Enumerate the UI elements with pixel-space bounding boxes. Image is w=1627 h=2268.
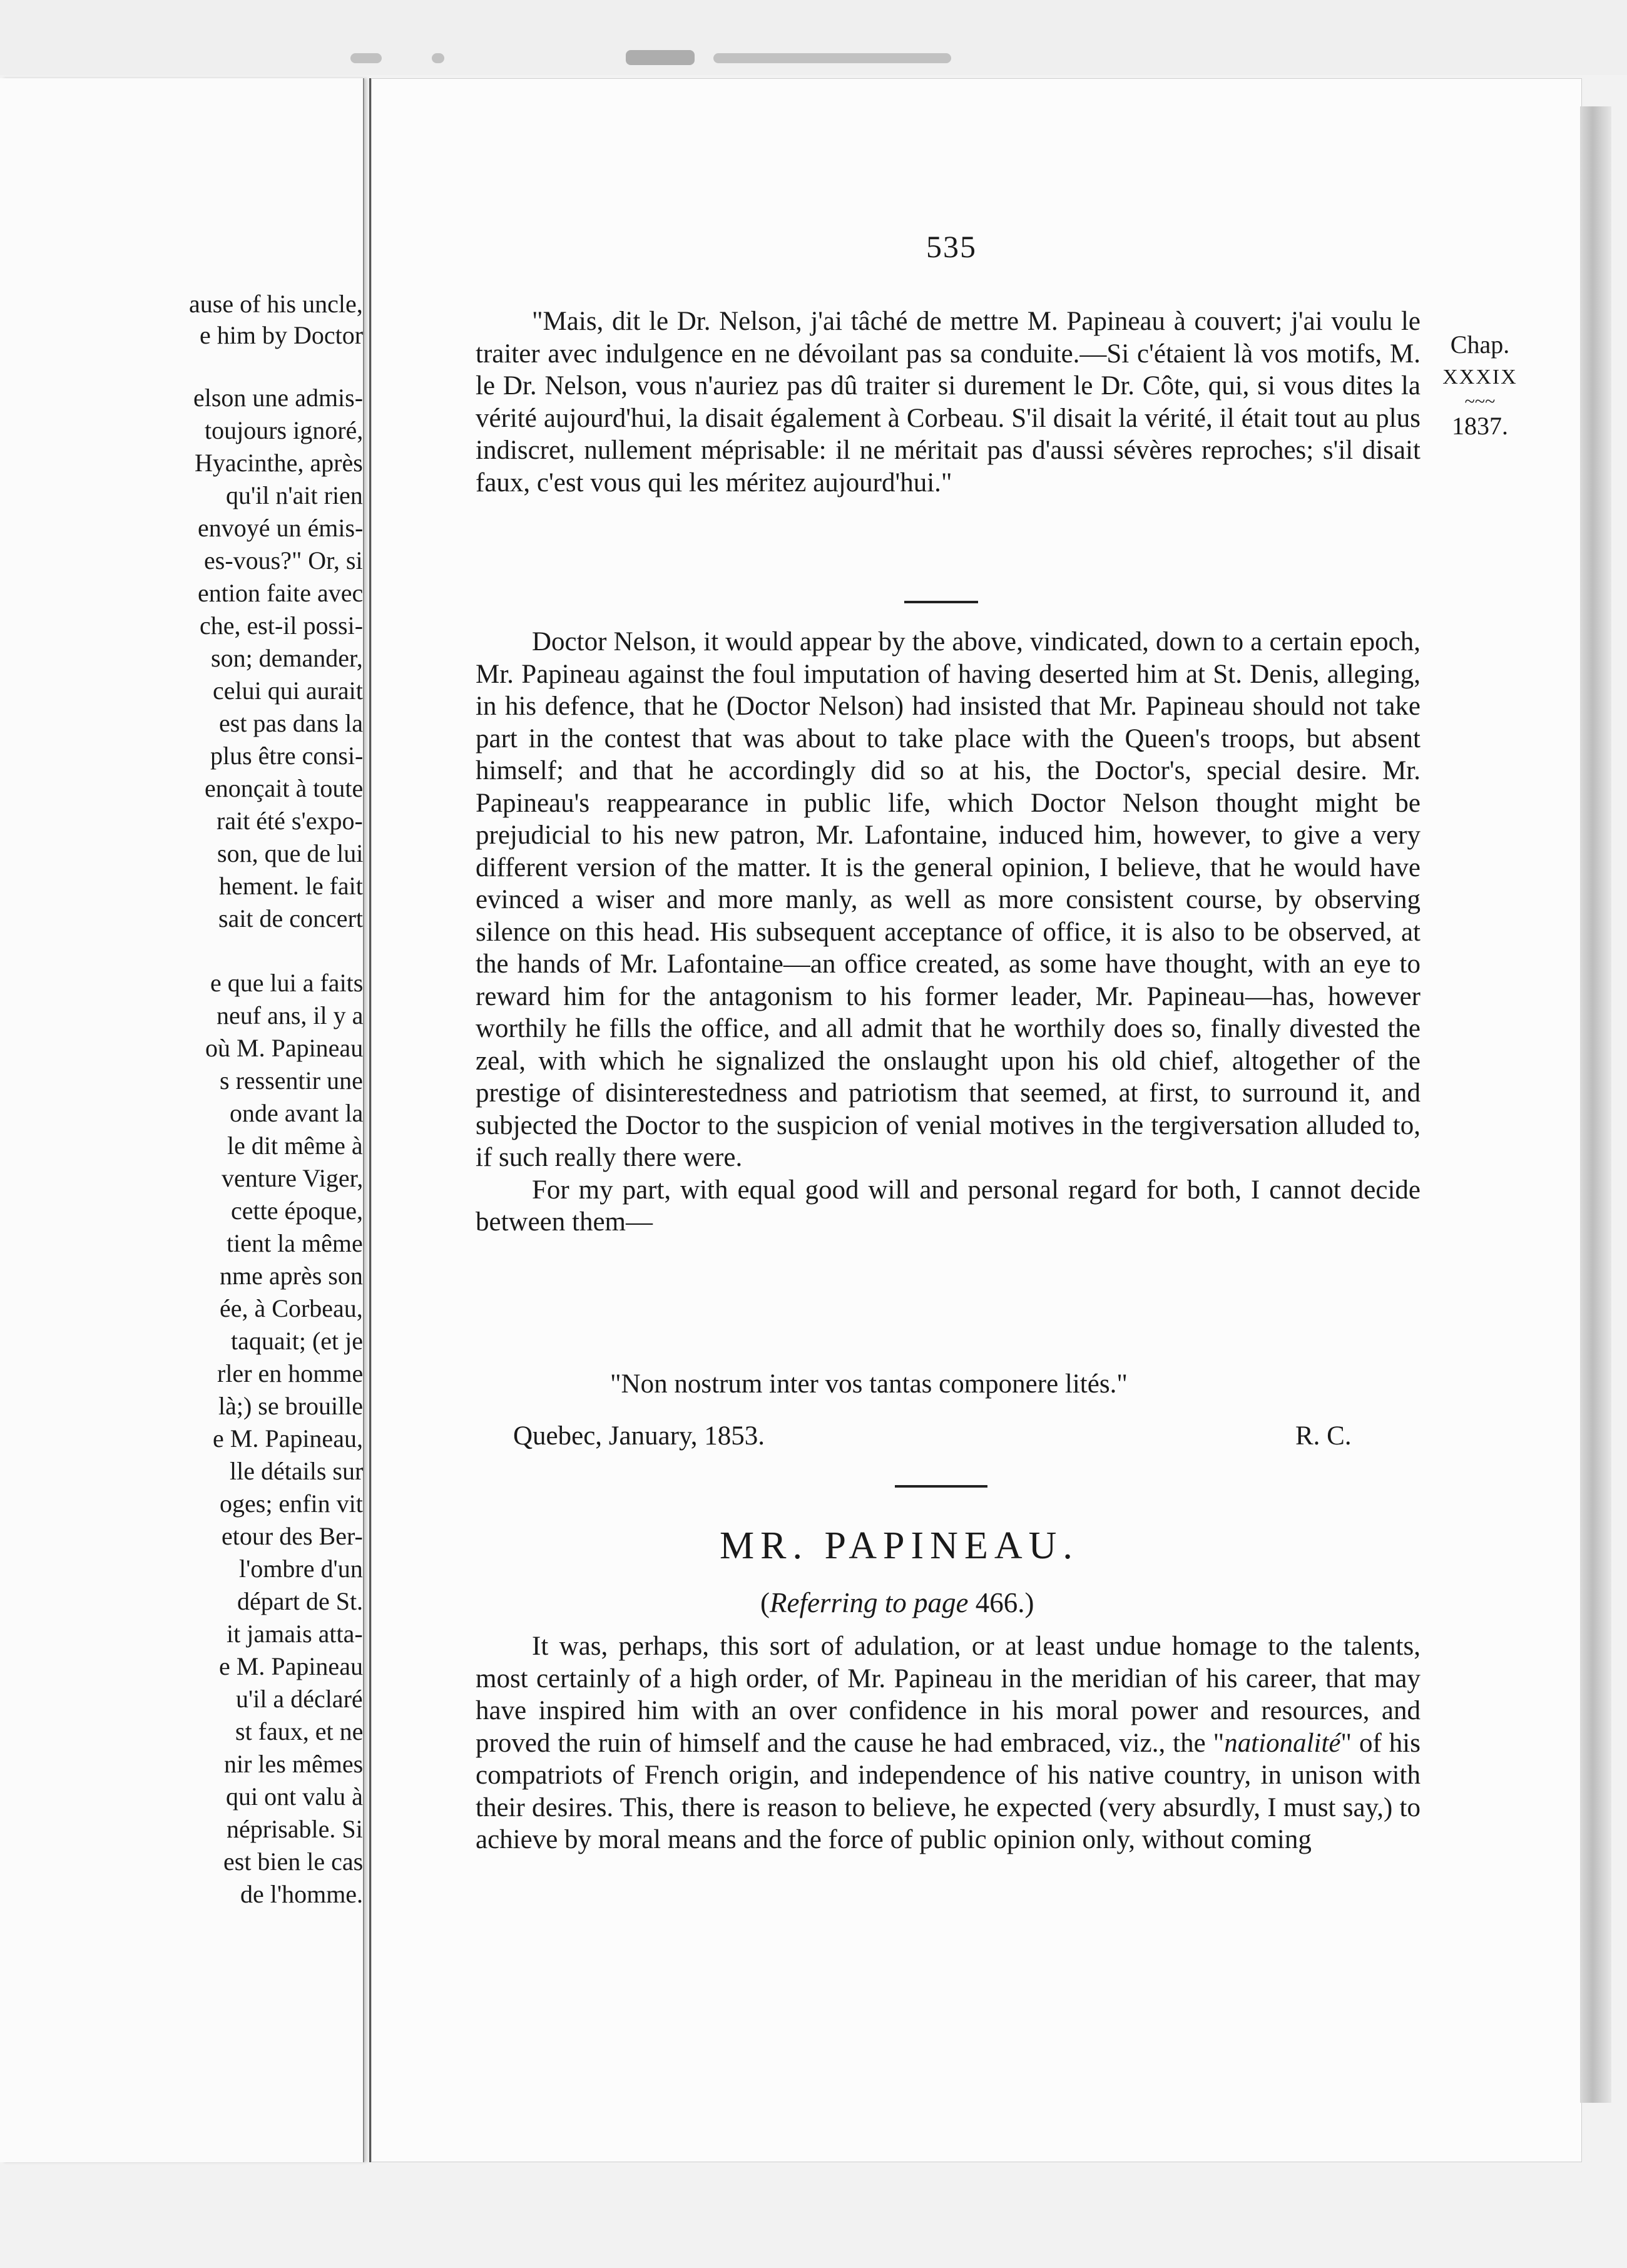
left-page-line: etour des Ber- [222, 1522, 363, 1550]
french-quote-block [476, 305, 1420, 499]
margin-note-flourish: ~~~ [1464, 391, 1496, 412]
left-page-line: che, est-il possi- [200, 611, 363, 640]
margin-note-chapter: Chap. [1450, 330, 1510, 359]
left-page-line: lle détails sur [230, 1457, 363, 1485]
left-page-line: là;) se brouille [218, 1392, 363, 1420]
subtitle-italic: Referring to page [770, 1587, 969, 1618]
main-body [476, 626, 1420, 1239]
section-body [476, 1630, 1420, 1856]
left-page-line: u'il a déclaré [236, 1685, 363, 1713]
section-title: MR. PAPINEAU. [720, 1525, 1079, 1567]
left-page-line: s ressentir une [220, 1066, 363, 1095]
left-page-line: qui ont valu à [226, 1782, 363, 1811]
subtitle-page-ref: 466.) [968, 1587, 1034, 1618]
margin-note [1433, 329, 1527, 442]
left-page-line: onde avant la [230, 1099, 363, 1127]
left-page-line: taquait; (et je [231, 1327, 363, 1355]
left-page-line: ée, à Corbeau, [220, 1294, 363, 1322]
left-page-line: venture Viger, [222, 1164, 363, 1192]
divider-rule-2 [895, 1485, 987, 1488]
left-page-line: qu'il n'ait rien [226, 481, 363, 509]
left-page-line: nme après son [220, 1262, 363, 1290]
signoff-date: Quebec, January, 1853. [513, 1421, 765, 1451]
left-page-line: tient la même [227, 1229, 363, 1257]
subtitle-open-paren: ( [760, 1587, 770, 1618]
left-page-fragment [0, 78, 363, 2162]
left-page-line: plus être consi- [210, 742, 363, 770]
left-page-line: son; demander, [211, 644, 363, 672]
section-paragraph-1-part-b: " of his compatriots of French origin, and independence of his native country, in unison with their desires. This, there is reason to believe, he expected (very absurdly, I must say,) to achieve by moral means and the force of public opinion only, without coming [476, 1728, 1420, 1854]
left-page-line: départ de St. [237, 1587, 363, 1615]
left-page-line: est bien le cas [223, 1847, 363, 1876]
left-page-line: sait de concert [218, 904, 363, 932]
left-page-line: néprisable. Si [227, 1815, 363, 1843]
left-page-line: l'ombre d'un [239, 1555, 363, 1583]
left-page-line: son, que de lui [217, 839, 363, 867]
left-page-line: envoyé un émis- [198, 514, 363, 542]
section-paragraph-1 [476, 1630, 1420, 1856]
left-page-line: rait été s'expo- [217, 807, 363, 835]
paragraph-2: For my part, with equal good will and personal regard for both, I cannot decide between them— [476, 1175, 1420, 1237]
left-page-line: hement. le fait [219, 872, 363, 900]
left-page-line: le dit même à [227, 1131, 363, 1160]
left-page-line: enonçait à toute [205, 774, 363, 802]
left-page-line: Hyacinthe, après [195, 449, 363, 477]
left-page-line: neuf ans, il y a [217, 1001, 363, 1029]
left-page-line: e him by Doctor [200, 321, 363, 349]
margin-note-year: 1837. [1452, 412, 1508, 440]
page-edge [1580, 106, 1611, 2103]
left-page-line: ause of his uncle, [189, 290, 363, 318]
section-subtitle [760, 1586, 1034, 1619]
left-page-line: cette époque, [231, 1197, 363, 1225]
left-page-line: e M. Papineau, [213, 1424, 363, 1453]
left-page-line: celui qui aurait [213, 677, 363, 705]
left-page-line: toujours ignoré, [205, 416, 363, 444]
divider-rule-1 [904, 601, 978, 603]
page-number: 535 [926, 229, 977, 264]
left-page-line: es-vous?" Or, si [204, 546, 363, 575]
latin-quote: "Non nostrum inter vos tantas componere lités." [610, 1369, 1128, 1399]
left-page-line: est pas dans la [219, 709, 363, 737]
left-page-line: elson une admis- [193, 384, 363, 412]
left-page-line: où M. Papineau [205, 1034, 363, 1062]
french-quote: "Mais, dit le Dr. Nelson, j'ai tâché de mettre M. Papineau à couvert; j'ai voulu le traiter avec indulgence en ne dévoilant pas sa conduite.—Si c'étaient là vos motifs, M. le Dr. Nelson, vous n'auriez pas dû traiter si durement le Dr. Côte, qui, si vous dites la vérité aujourd'hui, la disait également à Corbeau. S'il disait la vérité, il était tout au plus indiscret, nullement méprisable: il ne méritait pas d'aussi sévères reproches; s'il disait faux, c'est vous qui les méritez aujourd'hui." [476, 307, 1420, 498]
left-page-line: e que lui a faits [210, 969, 363, 997]
section-paragraph-1-part-a: It was, perhaps, this sort of adulation, or at least undue homage to the talents, most certainly of a high order, of Mr. Papineau in the meridian of his career, that may have inspired him with an over confidence in his moral power and resources, and proved the ruin of himself and the cause he had embraced, viz., the " [476, 1632, 1420, 1758]
signoff-initials: R. C. [1295, 1421, 1352, 1451]
scan-header-smudge [0, 0, 1627, 75]
left-page-line: st faux, et ne [235, 1717, 363, 1745]
left-page-line: e M. Papineau [219, 1652, 363, 1680]
left-page-line: nir les mêmes [224, 1750, 363, 1778]
left-page-line: rler en homme [217, 1359, 363, 1387]
left-page-line: oges; enfin vit [220, 1489, 363, 1518]
section-paragraph-1-italic: nationalité [1224, 1728, 1341, 1758]
left-page-line: de l'homme. [240, 1880, 363, 1908]
paragraph-1: Doctor Nelson, it would appear by the above, vindicated, down to a certain epoch, Mr. Papineau against the foul imputation of having deserted him at St. Denis, alleging, in his defence, that he (Doctor Nelson) had insisted that Mr. Papineau should not take part in the contest that was about to take place with the Queen's troops, but absent himself; and that he accordingly did so at his, the Doctor's, special desire. Mr. Papineau's reappearance in public life, which Doctor Nelson thought might be prejudicial to his new patron, Mr. Lafontaine, induced him, however, to give a very different version of the matter. It is the general opinion, I believe, that he would have evinced a wiser and more manly, as well as more consistent course, by observing silence on this head. His subsequent acceptance of office, it is also to be observed, at the hands of Mr. Lafontaine—an office created, as some have thought, with an eye to reward him for the antagonism to his former leader, Mr. Papineau—has, however worthily he fills the office, and all admit that he worthily does so, finally divested the zeal, with which he signalized the onslaught upon his old chief, altogether of the prestige of disinterestedness and patriotism that seemed, at first, to surround it, and subjected the Doctor to the suspicion of venial motives in the tergiversation alluded to, if such really there were. [476, 627, 1420, 1172]
left-page-line: ention faite avec [198, 579, 363, 607]
margin-note-roman: XXXIX [1442, 365, 1517, 389]
left-page-line: it jamais atta- [227, 1620, 363, 1648]
